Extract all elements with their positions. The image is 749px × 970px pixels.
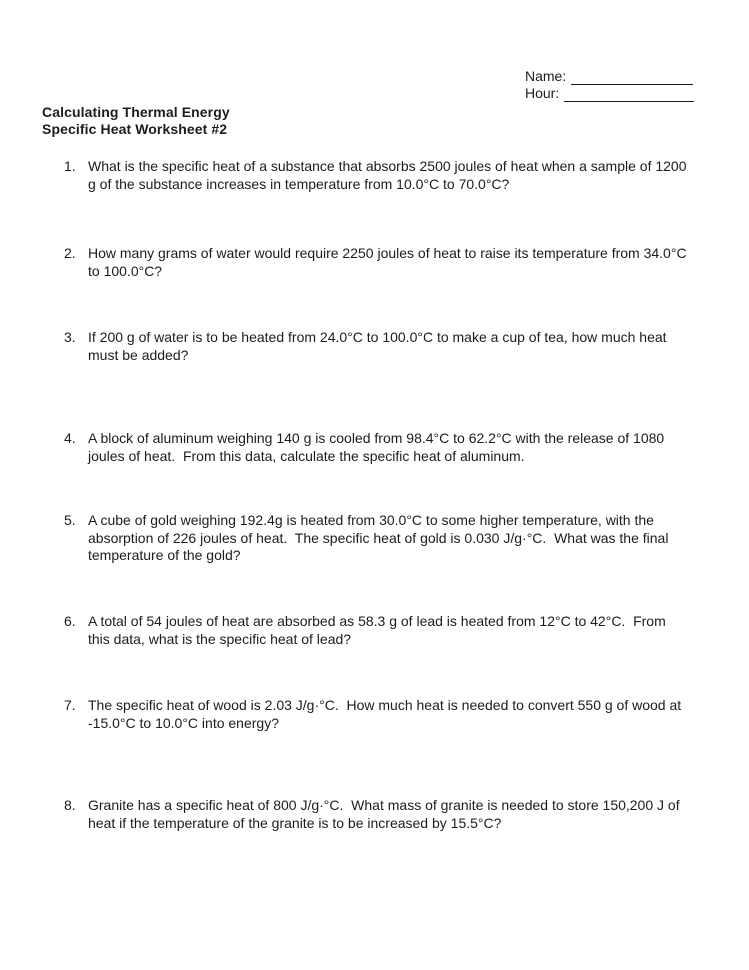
- question-number: 8.: [64, 797, 76, 813]
- question-7: [64, 697, 696, 732]
- question-3: [64, 329, 696, 364]
- worksheet-title-line1: Calculating Thermal Energy: [42, 104, 230, 120]
- worksheet-title: [42, 104, 230, 137]
- question-text: How many grams of water would require 2250 joules of heat to raise its temperature from 34.0°C to 100.0°C?: [88, 245, 691, 279]
- question-number: 3.: [64, 329, 76, 345]
- question-number: 5.: [64, 512, 76, 528]
- question-text: A cube of gold weighing 192.4g is heated from 30.0°C to some higher temperature, with the absorption of 226 joules of heat. The specific heat of gold is 0.030 J/g·°C. What was the final temperature of the gold?: [88, 512, 673, 563]
- question-text: What is the specific heat of a substance that absorbs 2500 joules of heat when a sample of 1200 g of the substance increases in temperature from 10.0°C to 70.0°C?: [88, 158, 691, 192]
- hour-blank-line: [564, 88, 694, 102]
- worksheet-title-line2: Specific Heat Worksheet #2: [42, 120, 228, 137]
- hour-label: Hour:: [525, 85, 560, 101]
- question-4: [64, 430, 696, 465]
- question-text: A total of 54 joules of heat are absorbed as 58.3 g of lead is heated from 12°C to 42°C. From this data, what is the specific heat of lead?: [88, 613, 670, 647]
- hour-row: [525, 85, 694, 102]
- question-text: A block of aluminum weighing 140 g is cooled from 98.4°C to 62.2°C with the release of 1080 joules of heat. From this data, calculate the specific heat of aluminum.: [88, 430, 669, 464]
- question-6: [64, 613, 696, 648]
- question-5: [64, 512, 696, 565]
- question-text: The specific heat of wood is 2.03 J/g·°C. How much heat is needed to convert 550 g of wood at -15.0°C to 10.0°C into energy?: [88, 697, 686, 731]
- name-label: Name:: [525, 68, 567, 84]
- name-blank-line: [571, 71, 693, 85]
- question-text: Granite has a specific heat of 800 J/g·°C. What mass of granite is needed to store 150,200 J of heat if the temperature of the granite is to be increased by 15.5°C?: [88, 797, 684, 831]
- question-2: [64, 245, 696, 280]
- name-row: [525, 68, 694, 85]
- question-8: [64, 797, 696, 832]
- question-number: 7.: [64, 697, 76, 713]
- name-hour-block: [525, 68, 694, 102]
- question-number: 6.: [64, 613, 76, 629]
- question-number: 2.: [64, 245, 76, 261]
- question-number: 4.: [64, 430, 76, 446]
- question-1: [64, 158, 696, 193]
- question-text: If 200 g of water is to be heated from 24.0°C to 100.0°C to make a cup of tea, how much heat must be added?: [88, 329, 671, 363]
- question-number: 1.: [64, 158, 76, 174]
